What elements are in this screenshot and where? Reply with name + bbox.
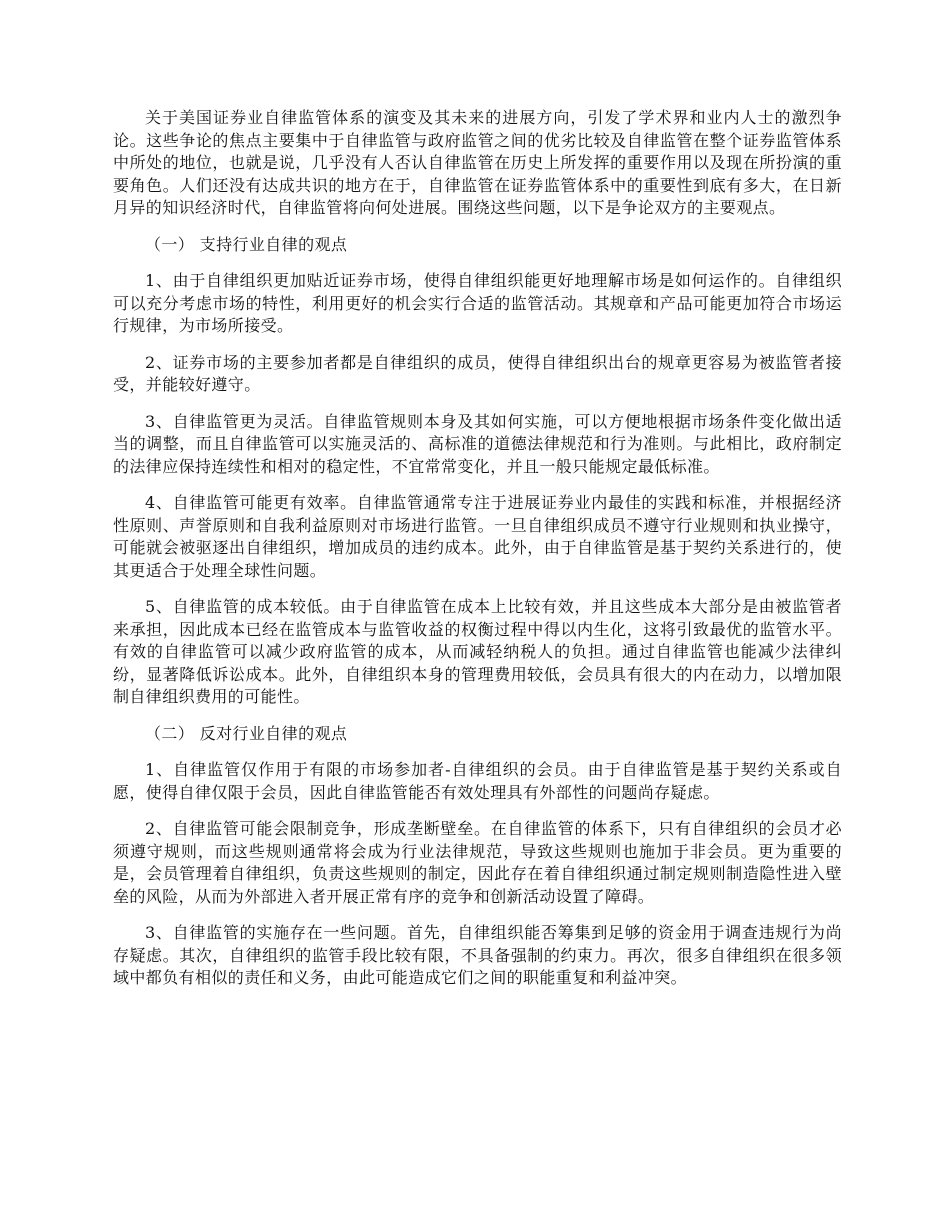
section-heading-oppose: （二） 反对行业自律的观点 bbox=[145, 723, 348, 743]
support-point-5: 5、自律监管的成本较低。由于自律监管在成本上比较有效，并且这些成本大部分是由被监管者来承担，因此成本已经在监管成本与监管收益的权衡过程中得以内生化，这将引致最优的监管水平。有效的自律监管可以减少政府监管的成本，从而减轻纳税人的负担。通过自律监管也能减少法律纠纷，显著降低诉讼成本。此外，自律组织本身的管理费用较低，会员具有很大的内在动力，以增加限制自律组织费用的可能性。 bbox=[113, 597, 842, 706]
support-point-4: 4、自律监管可能更有效率。自律监管通常专注于进展证券业内最佳的实践和标准，并根据经济性原则、声誉原则和自我利益原则对市场进行监管。一旦自律组织成员不遵守行业规则和执业操守，可能就会被驱逐出自律组织，增加成员的违约成本。此外，由于自律监管是基于契约关系进行的，使其更适合于处理全球性问题。 bbox=[113, 493, 842, 580]
intro-paragraph: 关于美国证券业自律监管体系的演变及其未来的进展方向，引发了学术界和业内人士的激烈争论。这些争论的焦点主要集中于自律监管与政府监管之间的优劣比较及自律监管在整个证券监管体系中所处的地位，也就是说，几乎没有人否认自律监管在历史上所发挥的重要作用以及现在所扮演的重要角色。人们还没有达成共识的地方在于，自律监管在证券监管体系中的重要性到底有多大，在日新月异的知识经济时代，自律监管将向何处进展。围绕这些问题，以下是争论双方的主要观点。 bbox=[113, 108, 842, 217]
document-body bbox=[113, 107, 842, 990]
oppose-point-2: 2、自律监管可能会限制竞争，形成垄断壁垒。在自律监管的体系下，只有自律组织的会员才必须遵守规则，而这些规则通常将会成为行业法律规范，导致这些规则也施加于非会员。更为重要的是，会员管理着自律组织，负责这些规则的制定，因此存在着自律组织通过制定规则制造隐性进入壁垒的风险，从而为外部进入者开展正常有序的竞争和创新活动设置了障碍。 bbox=[113, 819, 842, 906]
oppose-point-3: 3、自律监管的实施存在一些问题。首先，自律组织能否筹集到足够的资金用于调查违规行为尚存疑虑。其次，自律组织的监管手段比较有限，不具备强制的约束力。再次，很多自律组织在很多领域中都负有相似的责任和义务，由此可能造成它们之间的职能重复和利益冲突。 bbox=[113, 923, 842, 987]
support-point-2: 2、证券市场的主要参加者都是自律组织的成员，使得自律组织出台的规章更容易为被监管者接受，并能较好遵守。 bbox=[113, 352, 842, 394]
support-point-3: 3、自律监管更为灵活。自律监管规则本身及其如何实施，可以方便地根据市场条件变化做出适当的调整，而且自律监管可以实施灵活的、高标准的道德法律规范和行为准则。与此相比，政府制定的法律应保持连续性和相对的稳定性，不宜常常变化，并且一般只能规定最低标准。 bbox=[113, 411, 842, 476]
oppose-point-1: 1、自律监管仅作用于有限的市场参加者-自律组织的会员。由于自律监管是基于契约关系或自愿，使得自律仅限于会员，因此自律监管能否有效处理具有外部性的问题尚存疑虑。 bbox=[113, 760, 842, 802]
support-point-1: 1、由于自律组织更加贴近证券市场，使得自律组织能更好地理解市场是如何运作的。自律组织可以充分考虑市场的特性，利用更好的机会实行合适的监管活动。其规章和产品可能更加符合市场运行规律，为市场所接受。 bbox=[113, 271, 842, 335]
section-heading-support: （一） 支持行业自律的观点 bbox=[145, 234, 348, 254]
